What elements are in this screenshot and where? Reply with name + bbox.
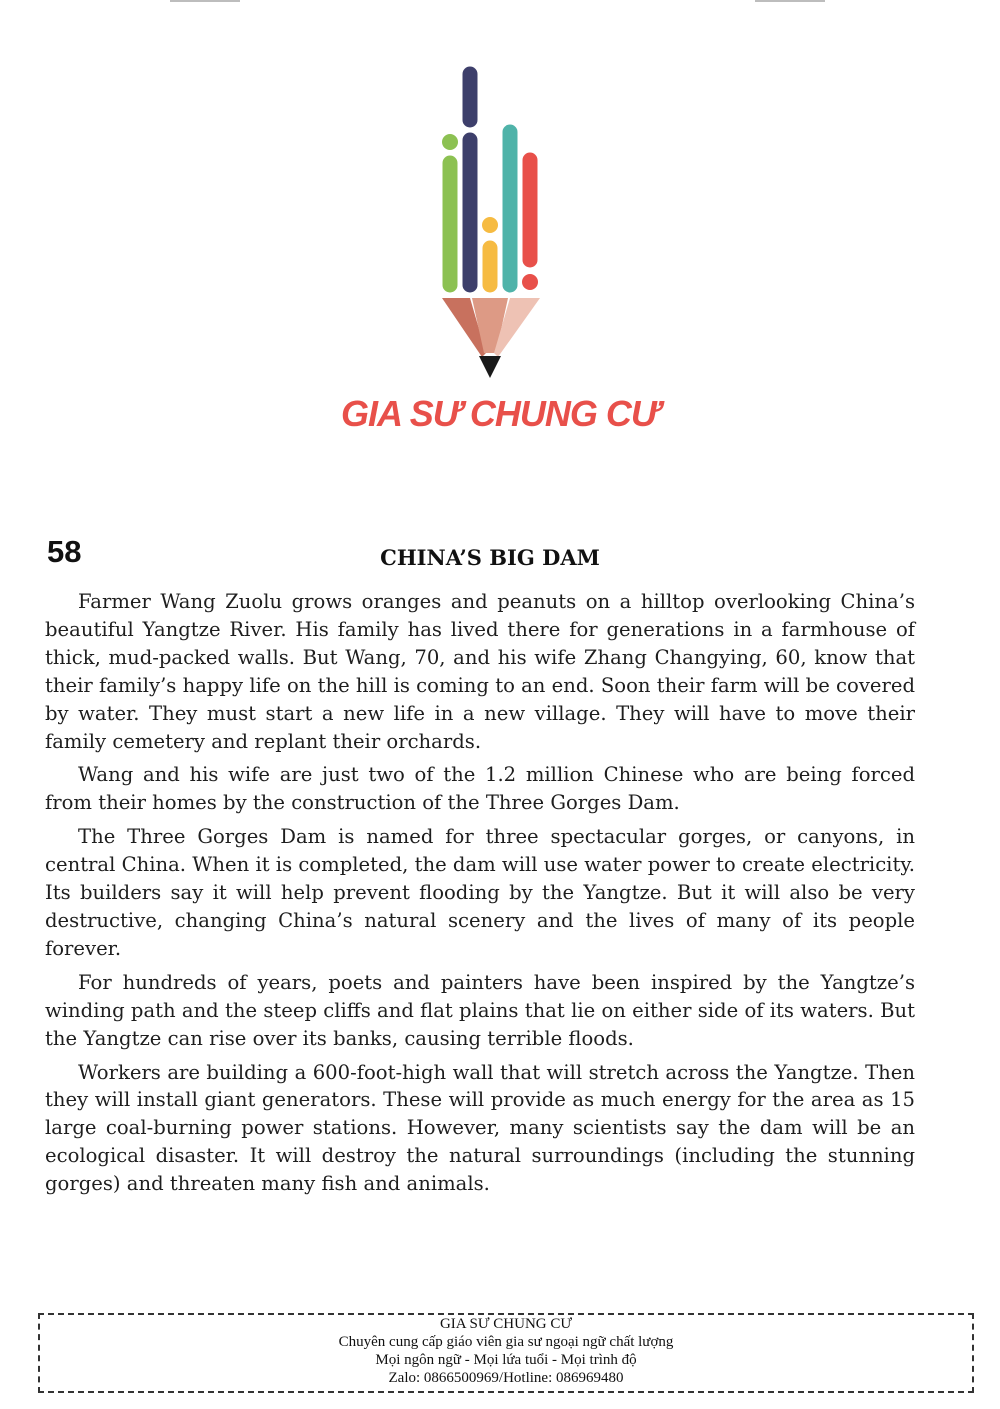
- paragraph: For hundreds of years, poets and painters have been inspired by the Yangtze’s winding path and the steep cliffs and flat plains that lie on either side of its waters. But the Yangtze can rise over its banks, causing terrible floods.: [45, 970, 915, 1050]
- footer-contact-box: [38, 1313, 974, 1393]
- top-edge-rule-right: [755, 0, 825, 2]
- logo-dot-yellow: [482, 217, 498, 233]
- page-number: 58: [47, 534, 82, 569]
- paragraph: Wang and his wife are just two of the 1.2 million Chinese who are being forced from their homes by the construction of the Three Gorges Dam.: [45, 763, 915, 815]
- footer-subtitle: Mọi ngôn ngữ - Mọi lứa tuổi - Mọi trình độ: [375, 1352, 637, 1368]
- page-title: CHINA’S BIG DAM: [380, 545, 600, 570]
- logo-lead: [479, 356, 501, 378]
- footer-brand: GIA SƯ CHUNG CƯ: [439, 1316, 573, 1332]
- logo-dot-green: [442, 134, 458, 150]
- story-body: [45, 588, 915, 1204]
- brand-name: GIA SƯ CHUNG CƯ: [341, 393, 659, 434]
- logo-dot-red: [522, 274, 538, 290]
- pencil-logo-icon: [400, 60, 580, 390]
- footer-contact: Zalo: 0866500969/Hotline: 086969480: [388, 1370, 624, 1386]
- top-edge-rule-left: [170, 0, 240, 2]
- paragraph: The Three Gorges Dam is named for three spectacular gorges, or canyons, in central China. When it is completed, the dam will use water power to create electricity. Its builders say it will help prevent flooding by the Yangtze. But it will also be very destructive, changing China’s natural scenery and the lives of many of its people forever.: [45, 825, 916, 960]
- footer-tagline: Chuyên cung cấp giáo viên gia sư ngoại ngữ chất lượng: [338, 1334, 674, 1350]
- paragraph: Workers are building a 600-foot-high wall that will stretch across the Yangtze. Then they will install giant generators. These will provide as much energy for the area as 15 large coal-burning power stations. However, many scientists say the dam will be an ecological disaster. It will destroy the natural surroundings (including the stunning gorges) and threaten many fish and animals.: [45, 1060, 915, 1196]
- paragraph: Farmer Wang Zuolu grows oranges and peanuts on a hilltop overlooking China’s beautiful Yangtze River. His family has lived there for generations in a farmhouse of thick, mud-packed walls. But Wang, 70, and his wife Zhang Changying, 60, know that their family’s happy life on the hill is coming to an end. Soon their farm will be covered by water. They must start a new life in a new village. They will have to move their family cemetery and replant their orchards.: [45, 590, 915, 753]
